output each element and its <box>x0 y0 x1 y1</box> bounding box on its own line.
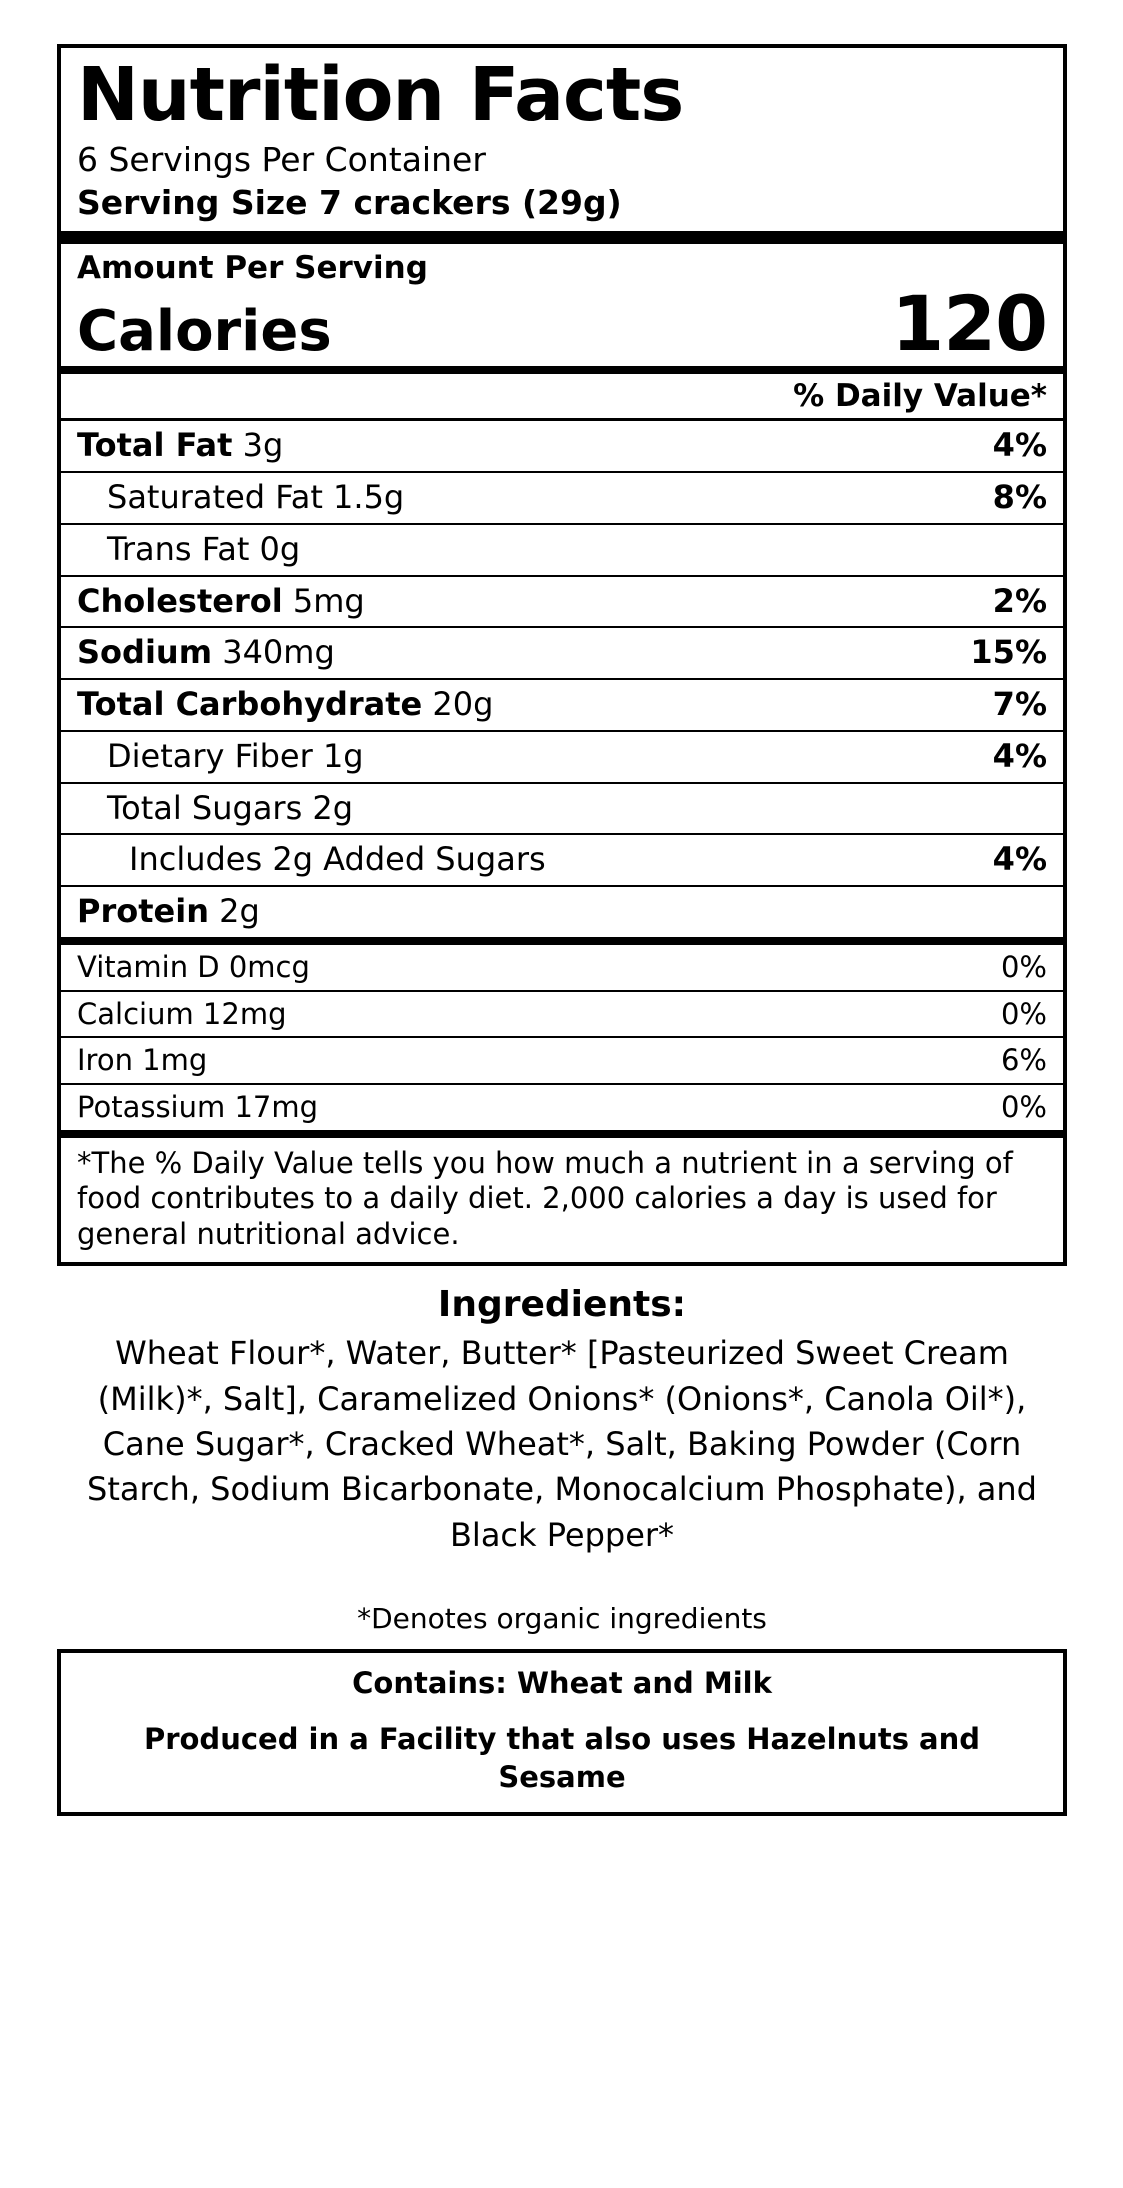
allergen-facility: Produced in a Facility that also uses Hazelnuts and Sesame <box>143 1721 981 1794</box>
serving-size: Serving Size 7 crackers (29g) <box>77 183 622 223</box>
nutrient-row <box>77 525 1047 575</box>
vitamin-name: Calcium 12mg <box>77 996 287 1031</box>
servings-per-container: 6 Servings Per Container <box>77 140 486 180</box>
nutrient-dv: 4% <box>992 840 1047 879</box>
nutrient-name: Includes 2g Added Sugars <box>129 840 546 879</box>
vitamin-name: Vitamin D 0mcg <box>77 949 310 984</box>
vitamin-row <box>77 1085 1047 1130</box>
page-title: Nutrition Facts <box>77 52 684 138</box>
nutrition-label-panel <box>57 44 1067 1816</box>
nutrient-name: Saturated Fat 1.5g <box>107 478 405 516</box>
nutrient-name: Protein 2g <box>77 892 260 930</box>
nutrient-row <box>77 835 1047 885</box>
nutrient-name: Dietary Fiber 1g <box>107 736 364 775</box>
calories-value: 120 <box>891 279 1047 369</box>
nutrient-row <box>77 628 1047 678</box>
nutrient-dv: 15% <box>970 633 1047 672</box>
nutrient-name: Trans Fat 0g <box>107 529 301 568</box>
nutrient-row <box>77 421 1047 471</box>
nutrition-facts-box <box>57 44 1067 1266</box>
nutrient-dv: 8% <box>992 478 1047 516</box>
divider-thick-top <box>61 231 1063 244</box>
divider-above-vitamins <box>61 937 1063 945</box>
vitamin-dv: 0% <box>1000 949 1047 984</box>
vitamin-dv: 0% <box>1000 1090 1047 1125</box>
nutrient-name: Total Fat 3g <box>77 426 284 465</box>
organic-note: *Denotes organic ingredients <box>357 1602 767 1636</box>
calories-row <box>77 279 1047 369</box>
nutrient-name: Sodium 340mg <box>77 633 335 672</box>
nutrient-row <box>77 887 1047 937</box>
vitamin-dv: 6% <box>1000 1043 1047 1078</box>
nutrient-dv: 4% <box>992 426 1047 465</box>
amount-per-serving-label: Amount Per Serving <box>77 250 428 287</box>
nutrient-name: Cholesterol 5mg <box>77 581 365 620</box>
nutrient-row <box>77 680 1047 730</box>
nutrient-row <box>77 732 1047 782</box>
vitamin-name: Iron 1mg <box>77 1043 208 1078</box>
nutrient-dv: 4% <box>992 736 1047 775</box>
daily-value-footnote: *The % Daily Value tells you how much a nutrient in a serving of food contributes to a daily diet. 2,000 calories a day is used for general nutritional advice. <box>77 1145 1013 1251</box>
nutrient-name: Total Sugars 2g <box>107 788 354 827</box>
allergen-contains: Contains: Wheat and Milk <box>352 1666 772 1701</box>
vitamin-dv: 0% <box>1000 996 1047 1031</box>
divider-above-footnote <box>61 1130 1063 1138</box>
nutrient-dv: 2% <box>992 581 1047 620</box>
nutrient-row <box>77 473 1047 523</box>
daily-value-header: % Daily Value* <box>793 378 1047 415</box>
ingredients-heading: Ingredients: <box>437 1284 687 1326</box>
vitamin-row <box>77 945 1047 990</box>
vitamin-row <box>77 1038 1047 1083</box>
nutrient-dv: 7% <box>992 685 1047 723</box>
vitamin-row <box>77 992 1047 1037</box>
allergen-box <box>57 1649 1067 1816</box>
vitamin-name: Potassium 17mg <box>77 1090 319 1125</box>
nutrient-name: Total Carbohydrate 20g <box>77 685 494 723</box>
nutrient-row <box>77 784 1047 834</box>
calories-label: Calories <box>77 298 332 364</box>
ingredients-list: Wheat Flour*, Water, Butter* [Pasteurized Sweet Cream (Milk)*, Salt], Caramelized Onions* (Onions*, Canola Oil*), Cane Sugar*, Cracked Wheat*, Salt, Baking Powder (Corn Starch, Sodium Bicarbonate, Monocalcium Phosphate), and Black Pepper* <box>87 1334 1037 1554</box>
nutrient-row <box>77 577 1047 627</box>
